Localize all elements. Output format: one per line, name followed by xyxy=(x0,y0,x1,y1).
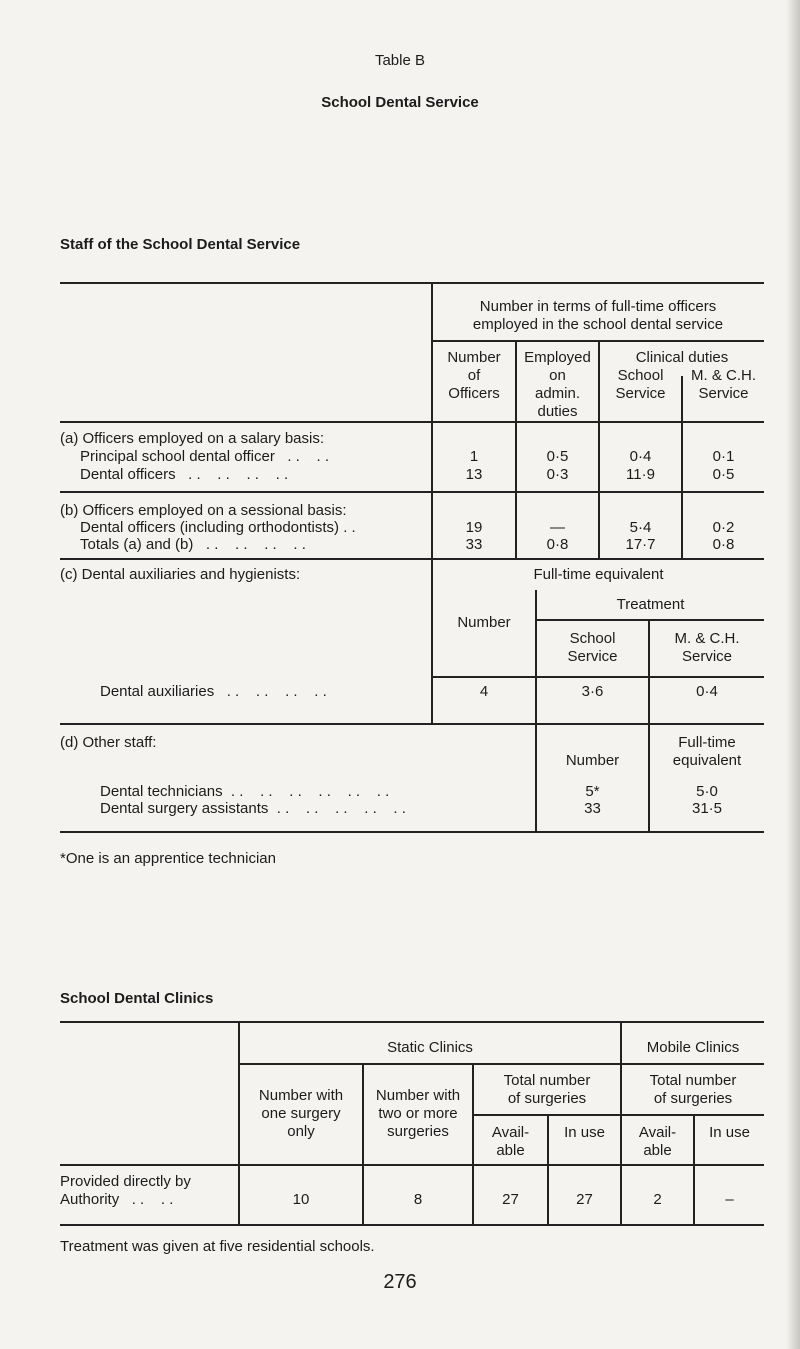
header-static-in-use: In use xyxy=(564,1124,605,1141)
header-clinical-duties: Clinical duties xyxy=(635,349,729,366)
row-label: Dental officers . . . . . . . . xyxy=(80,466,289,483)
row-label: Provided directly by Authority . . . . xyxy=(60,1173,191,1208)
rule xyxy=(60,491,764,493)
rule xyxy=(60,1164,764,1166)
row-label: Totals (a) and (b) . . . . . . . . xyxy=(80,536,306,553)
header-static-clinics: Static Clinics xyxy=(387,1039,473,1056)
header-static-available: Avail- able xyxy=(491,1124,530,1159)
section-d-label: (d) Other staff: xyxy=(60,734,157,751)
cell-number: 5* xyxy=(585,783,600,800)
rule xyxy=(60,282,764,284)
staff-heading: Staff of the School Dental Service xyxy=(60,236,301,253)
cell-mobile-available: 2 xyxy=(653,1191,662,1208)
cell-mch: 0·5 xyxy=(712,466,735,483)
rule xyxy=(536,619,764,621)
header-number: Number xyxy=(457,614,511,631)
header-school-service: School Service xyxy=(567,630,618,665)
header-one-surgery: Number with one surgery only xyxy=(258,1087,344,1140)
header-mch-service: M. & C.H. Service xyxy=(690,367,756,402)
cell-officers: 13 xyxy=(465,466,483,483)
cell-mch: 0·4 xyxy=(696,683,718,700)
rule xyxy=(60,421,764,423)
page-number: 276 xyxy=(383,1271,417,1293)
row-label: Dental officers (including orthodontists) . . xyxy=(80,519,356,536)
rule xyxy=(60,558,764,560)
header-fte: Full-time equivalent xyxy=(672,734,742,769)
header-number: Number xyxy=(565,752,620,769)
cell-admin: 0·8 xyxy=(546,536,569,553)
rule xyxy=(474,1114,764,1116)
header-treatment: Treatment xyxy=(616,596,685,613)
cell-officers: 19 xyxy=(465,519,483,536)
rule xyxy=(240,1063,764,1065)
cell-admin: — xyxy=(550,519,565,536)
header-static-total-surgeries: Total number of surgeries xyxy=(503,1072,591,1107)
rule xyxy=(432,676,764,678)
cell-number: 4 xyxy=(479,683,489,700)
rule xyxy=(60,723,764,725)
cell-school: 11·9 xyxy=(626,466,655,483)
rule xyxy=(60,831,764,833)
cell-one-surgery: 10 xyxy=(292,1191,310,1208)
cell-admin: 0·5 xyxy=(546,448,569,465)
footnote: *One is an apprentice technician xyxy=(60,850,276,867)
cell-static-in-use: 27 xyxy=(576,1191,593,1208)
section-c-label: (c) Dental auxiliaries and hygienists: xyxy=(60,566,301,583)
section-a-label: (a) Officers employed on a salary basis: xyxy=(60,430,325,447)
cell-school: 5·4 xyxy=(629,519,652,536)
cell-static-available: 27 xyxy=(502,1191,519,1208)
cell-school: 17·7 xyxy=(625,536,656,553)
table-label: Table B xyxy=(374,52,426,69)
header-mobile-clinics: Mobile Clinics xyxy=(646,1039,740,1056)
cell-mobile-in-use: – xyxy=(725,1191,734,1208)
rule xyxy=(60,1021,764,1023)
section-b-label: (b) Officers employed on a sessional basis: xyxy=(60,502,347,519)
clinics-heading: School Dental Clinics xyxy=(60,990,214,1007)
row-label: Principal school dental officer . . . . xyxy=(80,448,330,465)
cell-mch: 0·2 xyxy=(712,519,735,536)
header-admin-duties: Employed on admin. duties xyxy=(524,349,591,420)
cell-officers: 33 xyxy=(465,536,483,553)
page-title: School Dental Service xyxy=(321,94,479,111)
cell-fte: 5·0 xyxy=(696,783,718,800)
row-label: Dental technicians . . . . . . . . . . . . xyxy=(100,783,390,800)
page-edge-shadow xyxy=(786,0,800,1349)
rule xyxy=(60,1224,764,1226)
header-number-of-officers: Number of Officers xyxy=(447,349,501,402)
header-mobile-available: Avail- able xyxy=(638,1124,677,1159)
header-mobile-in-use: In use xyxy=(709,1124,750,1141)
header-full-time-officers: Number in terms of full-time officers employed in the school dental service xyxy=(472,298,724,333)
cell-two-or-more: 8 xyxy=(413,1191,423,1208)
cell-school: 3·6 xyxy=(581,683,604,700)
cell-number: 33 xyxy=(584,800,601,817)
cell-admin: 0·3 xyxy=(546,466,569,483)
header-two-or-more: Number with two or more surgeries xyxy=(375,1087,461,1140)
clinics-note: Treatment was given at five residential schools. xyxy=(60,1238,375,1255)
header-mobile-total-surgeries: Total number of surgeries xyxy=(649,1072,737,1107)
header-fte: Full-time equivalent xyxy=(533,566,664,583)
cell-fte: 31·5 xyxy=(691,800,723,817)
cell-school: 0·4 xyxy=(629,448,652,465)
cell-mch: 0·1 xyxy=(712,448,735,465)
cell-mch: 0·8 xyxy=(712,536,735,553)
header-school-service: School Service xyxy=(615,367,666,402)
row-label: Dental surgery assistants . . . . . . . . . . xyxy=(100,800,406,817)
cell-officers: 1 xyxy=(469,448,479,465)
row-label: Dental auxiliaries . . . . . . . . xyxy=(100,683,327,700)
header-mch-service: M. & C.H. Service xyxy=(674,630,740,665)
